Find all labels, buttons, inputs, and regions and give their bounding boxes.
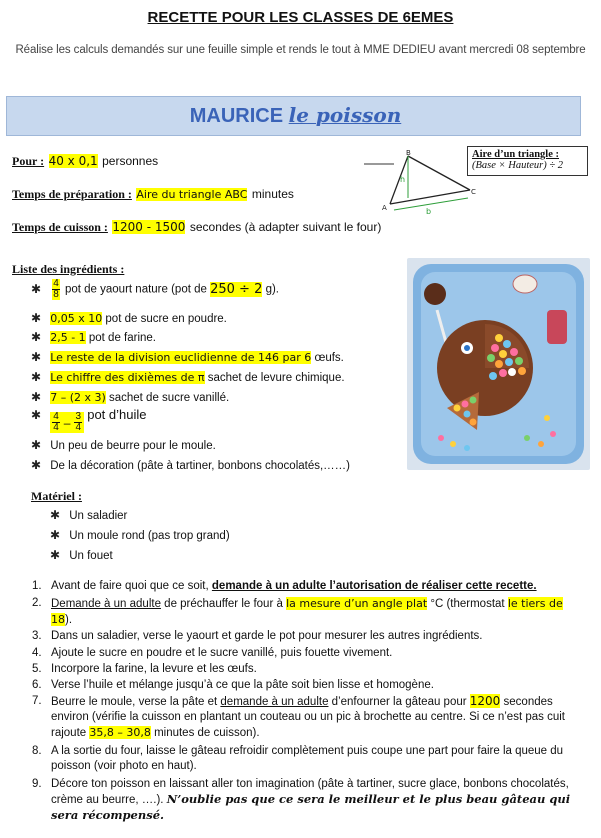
step-number: 9. bbox=[32, 778, 42, 790]
servings-value: 40 x 0,1 bbox=[48, 154, 98, 168]
prep-time-value: Aire du triangle ABC bbox=[136, 188, 248, 201]
step-text: Avant de faire quoi que ce soit, bbox=[51, 580, 209, 592]
flower-bullet-icon: ✱ bbox=[31, 458, 42, 472]
step-text: Beurre le moule, verse la pâte et bbox=[51, 696, 218, 708]
step-number: 7. bbox=[32, 695, 42, 707]
prep-time-line bbox=[12, 185, 294, 203]
ingredient-flour bbox=[31, 330, 156, 344]
servings-suffix: personnes bbox=[102, 154, 159, 168]
cook-time-line bbox=[12, 218, 381, 236]
step-3 bbox=[32, 629, 572, 644]
step-value: le tiers de 18 bbox=[51, 597, 563, 626]
flower-bullet-icon: ✱ bbox=[31, 408, 42, 422]
prep-time-label: Temps de préparation : bbox=[12, 187, 132, 201]
ingredients-title: Liste des ingrédients : bbox=[12, 262, 125, 276]
ingredient-value: 2,5 - 1 bbox=[50, 331, 86, 344]
flower-bullet-icon: ✱ bbox=[31, 311, 42, 325]
step-text-underlined: demande à un adulte bbox=[220, 696, 329, 708]
flower-bullet-icon: ✱ bbox=[31, 438, 42, 452]
equipment-title: Matériel : bbox=[31, 489, 82, 503]
fraction-numerator: 4 bbox=[53, 411, 59, 422]
fraction-denominator: 8 bbox=[53, 289, 59, 300]
flower-bullet-icon: ✱ bbox=[31, 350, 42, 364]
equipment-text: Un moule rond (pas trop grand) bbox=[69, 530, 230, 542]
step-8 bbox=[32, 744, 572, 774]
vertex-a-label: A bbox=[382, 204, 387, 212]
step-text-emphasis: demande à un adulte l’autorisation de réaliser cette recette. bbox=[211, 580, 537, 592]
fraction-numerator: 3 bbox=[75, 411, 82, 422]
step-text: Incorpore la farine, la levure et les œufs. bbox=[51, 663, 257, 675]
flower-bullet-icon: ✱ bbox=[50, 508, 61, 522]
step-text: d’enfourner la gâteau pour bbox=[331, 696, 467, 708]
recipe-title-script: le poisson bbox=[288, 103, 402, 127]
step-7 bbox=[32, 694, 572, 741]
ingredient-yeast bbox=[31, 370, 345, 384]
flower-bullet-icon: ✱ bbox=[31, 281, 42, 296]
ingredient-vanilla-sugar bbox=[31, 390, 229, 404]
step-number: 4. bbox=[32, 647, 42, 659]
step-text: Dans un saladier, verse le yaourt et garde le pot pour mesurer les autres ingrédients. bbox=[51, 630, 483, 642]
step-1 bbox=[32, 579, 572, 594]
vertex-c-label: C bbox=[471, 188, 476, 196]
step-9 bbox=[32, 777, 572, 824]
vertex-b-label: B bbox=[406, 149, 411, 157]
equipment-text: Un fouet bbox=[69, 550, 113, 562]
flower-bullet-icon: ✱ bbox=[50, 548, 61, 562]
step-text: ). bbox=[65, 614, 73, 626]
step-number: 5. bbox=[32, 663, 42, 675]
fish-cake-photo bbox=[407, 258, 590, 470]
step-text: Décore ton poisson en laissant aller ton imagination (pâte à tartiner, sucre glace, bonbons chocolatés, crème au beurre, ….). bbox=[51, 778, 569, 806]
fraction bbox=[74, 412, 82, 433]
servings-line bbox=[12, 152, 158, 170]
fraction bbox=[52, 412, 60, 433]
step-value: 1200 bbox=[469, 694, 501, 708]
step-number: 6. bbox=[32, 679, 42, 691]
step-text: Ajoute le sucre en poudre et le sucre vanillé, puis fouette vivement. bbox=[51, 647, 393, 659]
ingredient-sugar bbox=[31, 311, 227, 325]
step-text: minutes de cuisson). bbox=[154, 727, 260, 739]
ingredient-text: pot d’huile bbox=[87, 407, 147, 422]
step-value: la mesure d’un angle plat bbox=[286, 597, 428, 610]
ingredient-value: 0,05 x 10 bbox=[50, 312, 103, 325]
prep-time-suffix: minutes bbox=[251, 187, 294, 201]
flower-bullet-icon: ✱ bbox=[31, 330, 42, 344]
ingredient-text-end: g). bbox=[265, 283, 279, 296]
servings-label: Pour : bbox=[12, 154, 45, 168]
recipe-title bbox=[0, 103, 591, 128]
formula-title: Aire d’un triangle : bbox=[472, 149, 560, 160]
step-number: 1. bbox=[32, 580, 42, 592]
step-text-underlined: Demande à un adulte bbox=[51, 598, 161, 610]
step-text-emphasis: N’oublie pas que ce sera le meilleur et le plus beau gâteau qui sera récompensé. bbox=[51, 792, 571, 822]
ingredient-text: pot de farine. bbox=[88, 332, 157, 344]
base-label: b bbox=[426, 207, 432, 216]
ingredient-decoration bbox=[31, 458, 350, 472]
ingredient-text: De la décoration (pâte à tartiner, bonbons chocolatés,……) bbox=[50, 460, 351, 472]
step-text: °C (thermostat bbox=[430, 598, 505, 610]
ingredient-value: 7 – (2 x 3) bbox=[50, 391, 106, 404]
triangle-area-formula-box bbox=[467, 146, 588, 176]
flower-bullet-icon: ✱ bbox=[31, 370, 42, 384]
step-value: 35,8 – 30,8 bbox=[89, 726, 151, 739]
ingredient-value bbox=[50, 412, 84, 433]
ingredient-value: Le chiffre des dixièmes de π bbox=[50, 371, 205, 384]
formula-expression: (Base × Hauteur) ÷ 2 bbox=[472, 160, 563, 171]
step-text: A la sortie du four, laisse le gâteau refroidir complètement puis coupe une part pour faire la queue du poisson (voir photo en haut). bbox=[51, 745, 564, 772]
fraction-denominator: 4 bbox=[53, 422, 59, 433]
ingredient-text: pot de sucre en poudre. bbox=[105, 313, 227, 325]
step-text: secondes environ (vérifie la cuisson en plantant un couteau ou un pic à brochette au centre. Si ce n’est pas cuit rajoute bbox=[51, 696, 565, 739]
ingredient-eggs bbox=[31, 350, 344, 364]
step-number: 8. bbox=[32, 745, 42, 757]
step-6 bbox=[32, 678, 572, 693]
step-text: Verse l’huile et mélange jusqu’à ce que la pâte soit bien lisse et homogène. bbox=[51, 679, 434, 691]
fraction-numerator: 4 bbox=[53, 278, 59, 289]
step-5 bbox=[32, 662, 572, 677]
fraction bbox=[52, 279, 60, 300]
equipment-bowl bbox=[50, 508, 127, 522]
instructions-line: Réalise les calculs demandés sur une feuille simple et rends le tout à MME DEDIEU avant mercredi 08 septembre bbox=[15, 44, 586, 56]
cook-time-suffix: secondes (à adapter suivant le four) bbox=[189, 220, 382, 234]
step-number: 2. bbox=[32, 597, 42, 609]
equipment-text: Un saladier bbox=[69, 510, 128, 522]
ingredient-text: pot de yaourt nature (pot de bbox=[64, 283, 207, 296]
step-2 bbox=[32, 596, 572, 628]
cook-time-label: Temps de cuisson : bbox=[12, 220, 108, 234]
flower-bullet-icon: ✱ bbox=[31, 390, 42, 404]
step-4 bbox=[32, 646, 572, 661]
ingredient-value: 250 ÷ 2 bbox=[210, 281, 263, 297]
ingredient-value: Le reste de la division euclidienne de 146 par 6 bbox=[50, 351, 312, 364]
ingredient-text: sachet de sucre vanillé. bbox=[108, 392, 230, 404]
equipment-whisk bbox=[50, 548, 113, 562]
recipe-title-name: MAURICE bbox=[189, 105, 284, 127]
ingredient-butter bbox=[31, 438, 216, 452]
ingredient-text: Un peu de beurre pour le moule. bbox=[50, 440, 216, 452]
height-label: h bbox=[400, 175, 406, 184]
ingredient-oil bbox=[31, 407, 147, 433]
ingredient-text: sachet de levure chimique. bbox=[207, 372, 345, 384]
ingredient-text: œufs. bbox=[314, 352, 344, 364]
flower-bullet-icon: ✱ bbox=[50, 528, 61, 542]
fraction-denominator: 4 bbox=[75, 422, 82, 433]
cook-time-value: 1200 - 1500 bbox=[112, 220, 186, 234]
step-text: de préchauffer le four à bbox=[164, 598, 283, 610]
ingredient-yogurt bbox=[31, 279, 279, 300]
step-number: 3. bbox=[32, 630, 42, 642]
document-title: RECETTE POUR LES CLASSES DE 6EMES bbox=[147, 9, 454, 26]
equipment-mould bbox=[50, 528, 230, 542]
minus-sign: – bbox=[63, 415, 71, 430]
